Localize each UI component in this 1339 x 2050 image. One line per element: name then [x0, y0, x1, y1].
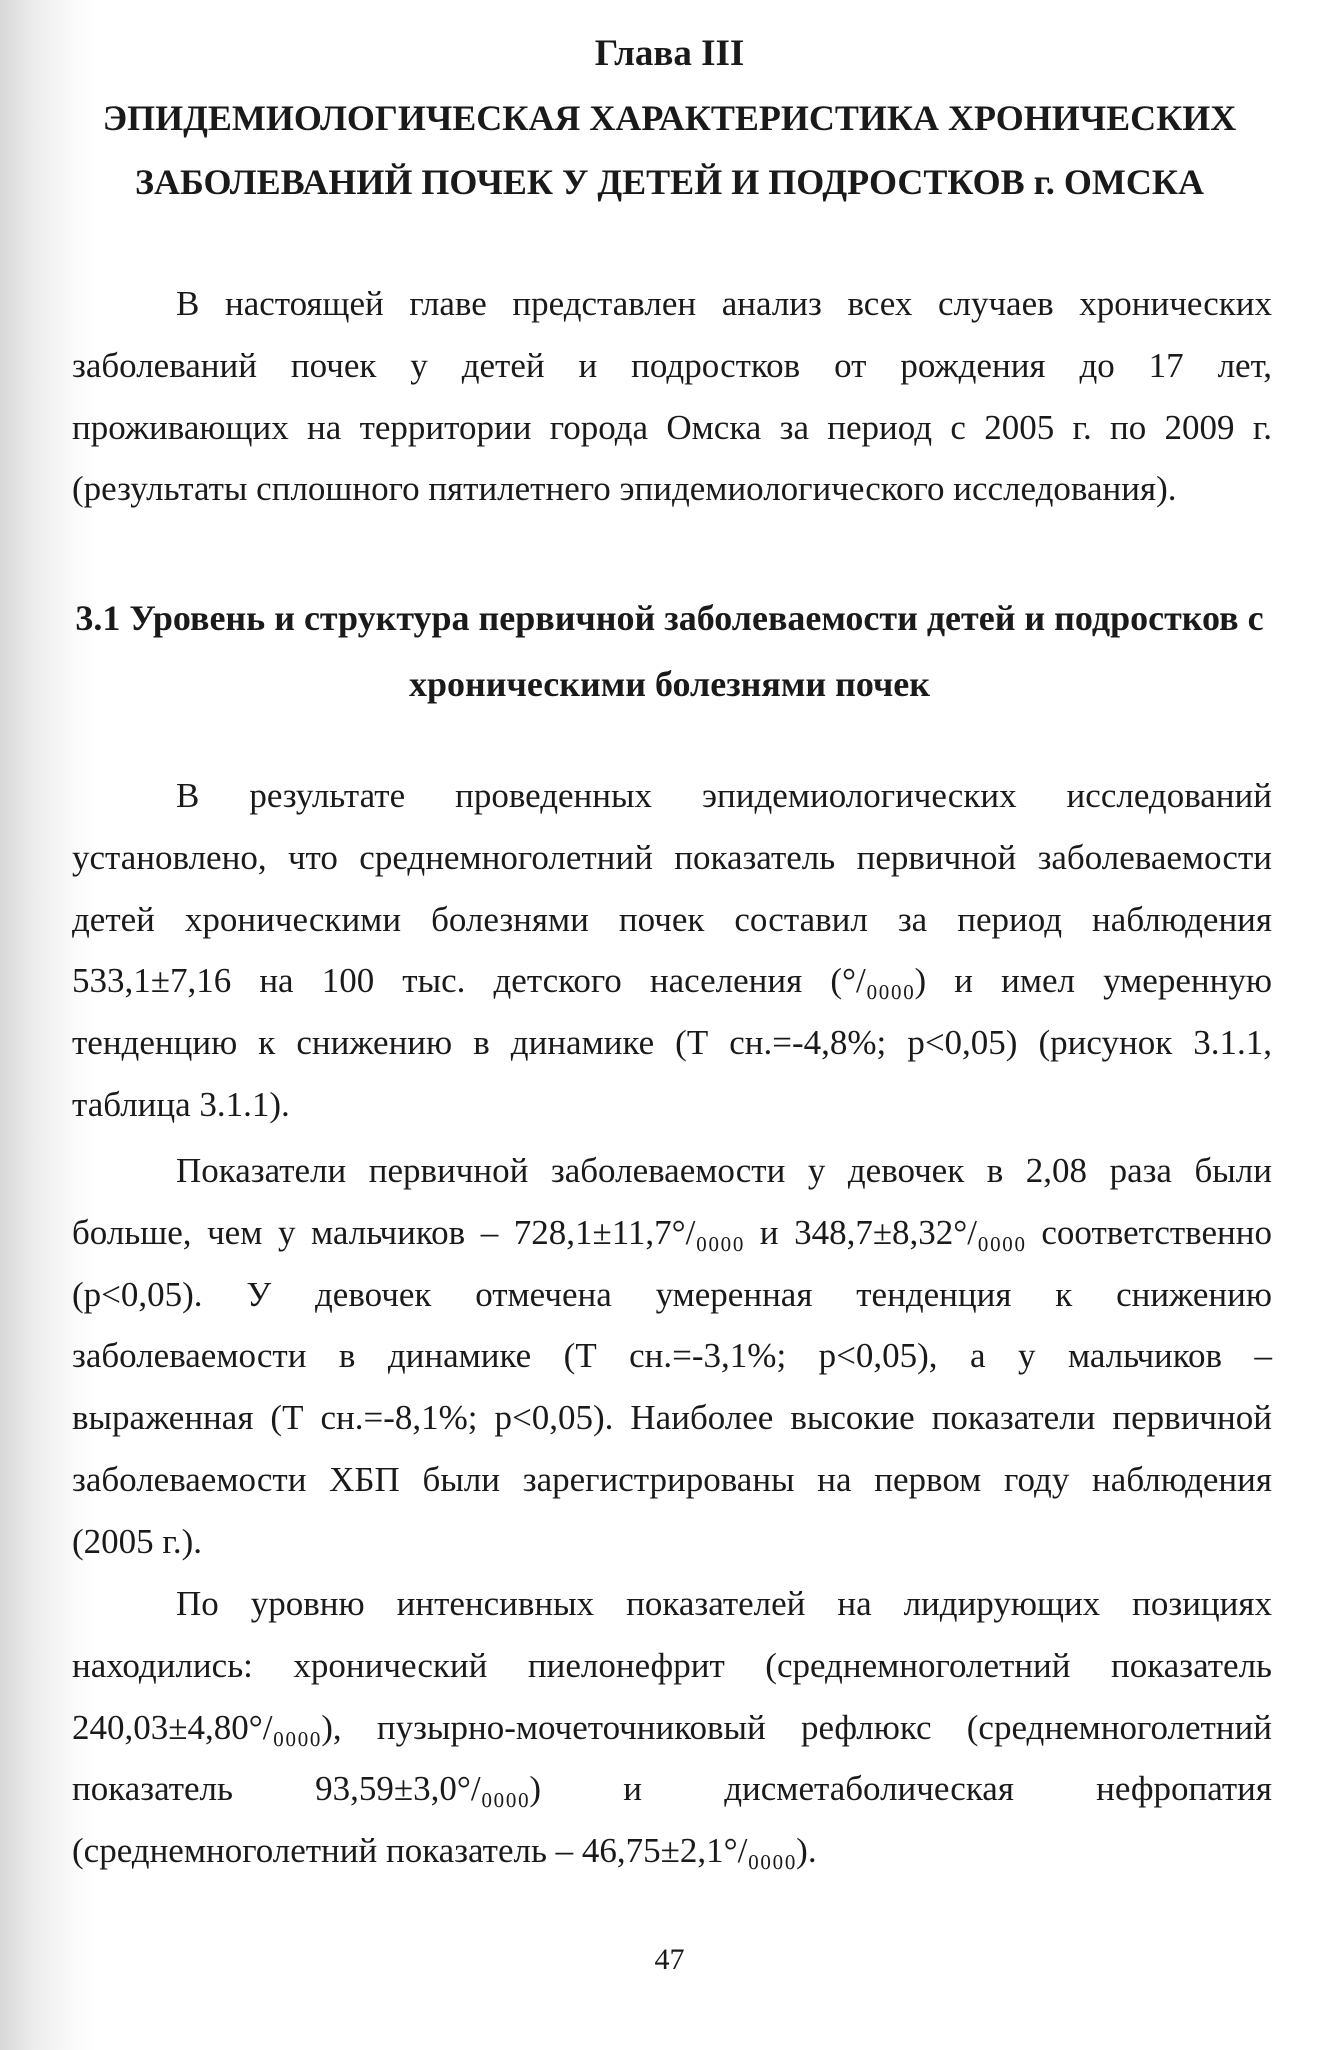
text-line: 240,03±4,80°/₀₀₀₀), пузырно-мочеточниковый рефлюкс (среднемноголетний [72, 1707, 1272, 1747]
section-heading-line: 3.1 Уровень и структура первичной заболеваемости детей и подростков с [75, 598, 1264, 638]
text-line: (2005 г.). [72, 1521, 202, 1561]
text-line: проживающих на территории города Омска за период с 2005 г. по 2009 г. [72, 407, 1272, 447]
text-line: заболеваний почек у детей и подростков от рождения до 17 лет, [72, 345, 1272, 385]
text-line: тенденцию к снижению в динамике (Т сн.=-4,8%; р<0,05) (рисунок 3.1.1, [72, 1023, 1272, 1063]
text-line: заболеваемости в динамике (Т сн.=-3,1%; р<0,05), а у мальчиков – [72, 1336, 1272, 1376]
text-line: (р<0,05). У девочек отмечена умеренная тенденция к снижению [72, 1274, 1272, 1314]
chapter-title-line: ЗАБОЛЕВАНИЙ ПОЧЕК У ДЕТЕЙ И ПОДРОСТКОВ г. ОМСКА [134, 162, 1204, 202]
intro-paragraph [72, 273, 1272, 520]
text-line: установлено, что среднемноголетний показатель первичной заболеваемости [72, 837, 1272, 877]
section-heading-line: хроническими болезнями почек [409, 664, 930, 704]
text-line: выраженная (Т сн.=-8,1%; р<0,05). Наиболее высокие показатели первичной [72, 1398, 1272, 1438]
chapter-label: Глава III [594, 33, 745, 74]
body-paragraph [72, 765, 1272, 1136]
text-line: больше, чем у мальчиков – 728,1±11,7°/₀₀₀₀ и 348,7±8,32°/₀₀₀₀ соответственно [72, 1212, 1272, 1252]
text-line: (результаты сплошного пятилетнего эпидемиологического исследования). [72, 469, 1177, 509]
body-paragraph [72, 1573, 1272, 1882]
text-line: 533,1±7,16 на 100 тыс. детского населения (°/₀₀₀₀) и имел умеренную [72, 961, 1272, 1001]
body-paragraph [72, 1140, 1272, 1573]
text-line: В результате проведенных эпидемиологических исследований [176, 776, 1272, 815]
page-number: 47 [654, 1943, 685, 1976]
text-line: находились: хронический пиелонефрит (среднемноголетний показатель [72, 1645, 1272, 1685]
text-line: таблица 3.1.1). [72, 1084, 290, 1124]
chapter-title-line: ЭПИДЕМИОЛОГИЧЕСКАЯ ХАРАКТЕРИСТИКА ХРОНИЧЕСКИХ [102, 98, 1237, 138]
text-line: (среднемноголетний показатель – 46,75±2,1°/₀₀₀₀). [72, 1831, 817, 1871]
text-line: По уровню интенсивных показателей на лидирующих позициях [176, 1584, 1272, 1623]
text-line: детей хроническими болезнями почек составил за период наблюдения [72, 899, 1272, 939]
chapter-title [60, 86, 1279, 214]
text-line: показатель 93,59±3,0°/₀₀₀₀) и дисметаболическая нефропатия [72, 1769, 1272, 1809]
section-heading [60, 585, 1279, 717]
text-line: В настоящей главе представлен анализ всех случаев хронических [176, 284, 1272, 323]
text-line: заболеваемости ХБП были зарегистрированы на первом году наблюдения [72, 1459, 1272, 1499]
text-line: Показатели первичной заболеваемости у девочек в 2,08 раза были [176, 1151, 1272, 1190]
